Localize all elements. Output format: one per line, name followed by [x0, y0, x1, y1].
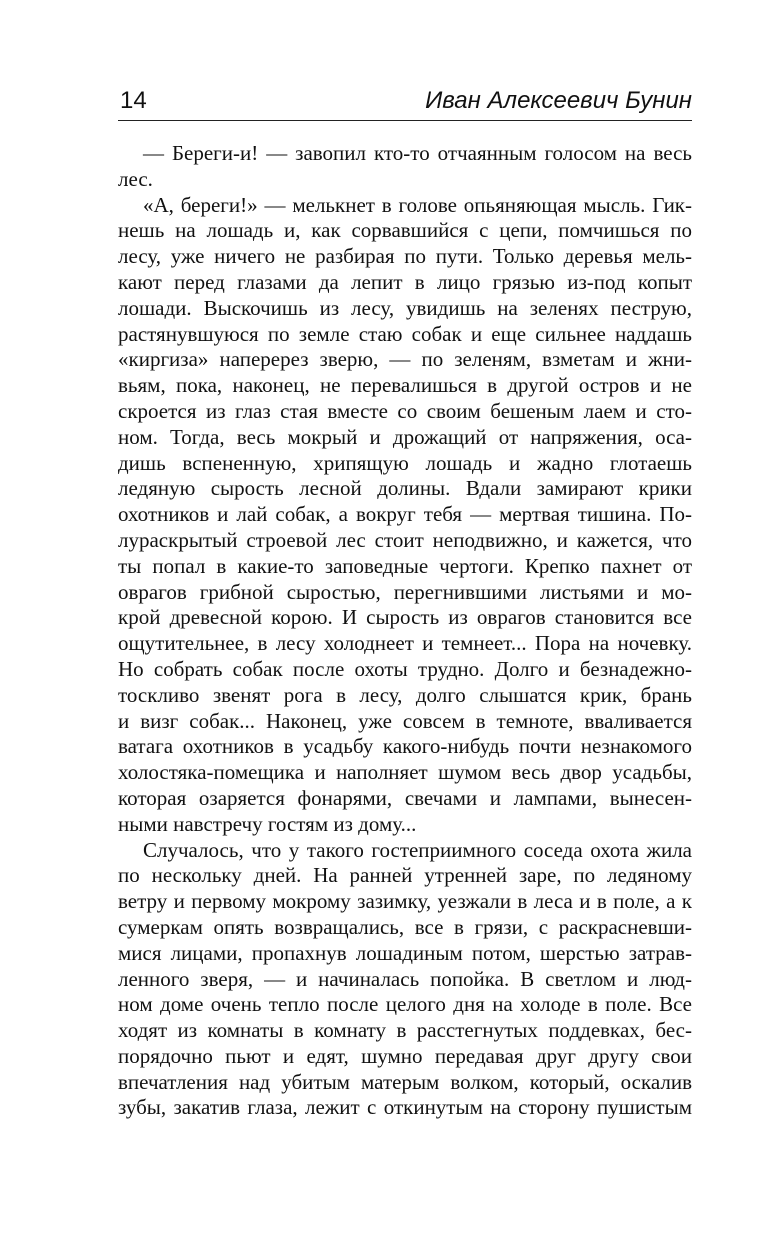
text-line: ватага охотников в усадьбу какого-нибудь почти незнакомого	[118, 734, 692, 759]
text-line: вьям, пока, наконец, не перевалишься в другой остров и не	[118, 373, 692, 398]
text-line: мися лицами, пропахнув лошадиным потом, шерстью затрав-	[118, 940, 692, 965]
text-line: ленного зверя, — и начиналась попойка. В светлом и люд-	[118, 966, 692, 991]
page-number: 14	[120, 87, 147, 114]
text-line: нешь на лошадь и, как сорвавшийся с цепи, помчишься по	[118, 218, 692, 243]
text-line: зубы, закатив глаза, лежит с откинутым на сторону пушистым	[118, 1095, 692, 1120]
text-line: лураскрытый строевой лес стоит неподвижно, и кажется, что	[118, 527, 692, 552]
text-line: ощутительнее, в лесу холоднеет и темнеет... Пора на ночевку.	[118, 631, 692, 656]
text-line: по нескольку дней. На ранней утренней заре, по ледяному	[118, 863, 692, 888]
text-line: холостяка-помещика и наполняет шумом весь двор усадьбы,	[118, 760, 692, 785]
text-line: ном. Тогда, весь мокрый и дрожащий от напряжения, оса-	[118, 424, 692, 449]
text-line: ветру и первому мокрому зазимку, уезжали в леса и в поле, а к	[118, 889, 692, 914]
text-line: ледяную сырость лесной долины. Вдали замирают крики	[118, 476, 692, 501]
text-line: дишь вспененную, хрипящую лошадь и жадно глотаешь	[118, 450, 692, 475]
text-line: ходят из комнаты в комнату в расстегнутых поддевках, бес-	[118, 1018, 692, 1043]
text-line: ном доме очень тепло после целого дня на холоде в поле. Все	[118, 992, 692, 1017]
text-line: охотников и лай собак, а вокруг тебя — мертвая тишина. По-	[118, 502, 692, 527]
text-line: «А, береги!» — мелькнет в голове опьяняющая мысль. Гик-	[143, 192, 692, 217]
running-head-author: Иван Алексеевич Бунин	[425, 87, 692, 114]
text-line: оврагов грибной сыростью, перегнившими листьями и мо-	[118, 579, 692, 604]
text-line: и визг собак... Наконец, уже совсем в темноте, вваливается	[118, 708, 692, 733]
text-line: лошади. Выскочишь из лесу, увидишь на зеленях пеструю,	[118, 295, 692, 320]
text-line: скроется из глаз стая вместе со своим бешеным лаем и сто-	[118, 398, 692, 423]
text-line: которая озаряется фонарями, свечами и лампами, вынесен-	[118, 785, 692, 810]
page-header	[118, 86, 692, 121]
text-line: Случалось, что у такого гостеприимного соседа охота жила	[143, 837, 692, 862]
text-line: «киргиза» наперерез зверю, — по зеленям, взметам и жни-	[118, 347, 692, 372]
text-line: ты попал в какие-то заповедные чертоги. Крепко пахнет от	[118, 553, 692, 578]
body-text	[118, 141, 692, 1121]
text-line: крой древесной корою. И сырость из оврагов становится все	[118, 605, 692, 630]
text-line: Но собрать собак после охоты трудно. Долго и безнадежно-	[118, 656, 692, 681]
text-line: тоскливо звенят рога в лесу, долго слышатся крик, брань	[118, 682, 692, 707]
text-line: впечатления над убитым матерым волком, который, оскалив	[118, 1069, 692, 1094]
text-line: сумеркам опять возвращались, все в грязи, с раскрасневши-	[118, 914, 692, 939]
text-line: кают перед глазами да лепит в лицо грязью из-под копыт	[118, 269, 692, 294]
text-line: лесу, уже ничего не разбирая по пути. Только деревья мель-	[118, 244, 692, 269]
text-line: — Береги-и! — завопил кто-то отчаянным голосом на весь	[143, 141, 692, 165]
text-line: ными навстречу гостям из дому...	[118, 811, 417, 836]
text-line: лес.	[118, 166, 153, 191]
text-line: растянувшуюся по земле стаю собак и еще сильнее наддашь	[118, 321, 692, 346]
text-line: порядочно пьют и едят, шумно передавая друг другу свои	[118, 1043, 692, 1068]
